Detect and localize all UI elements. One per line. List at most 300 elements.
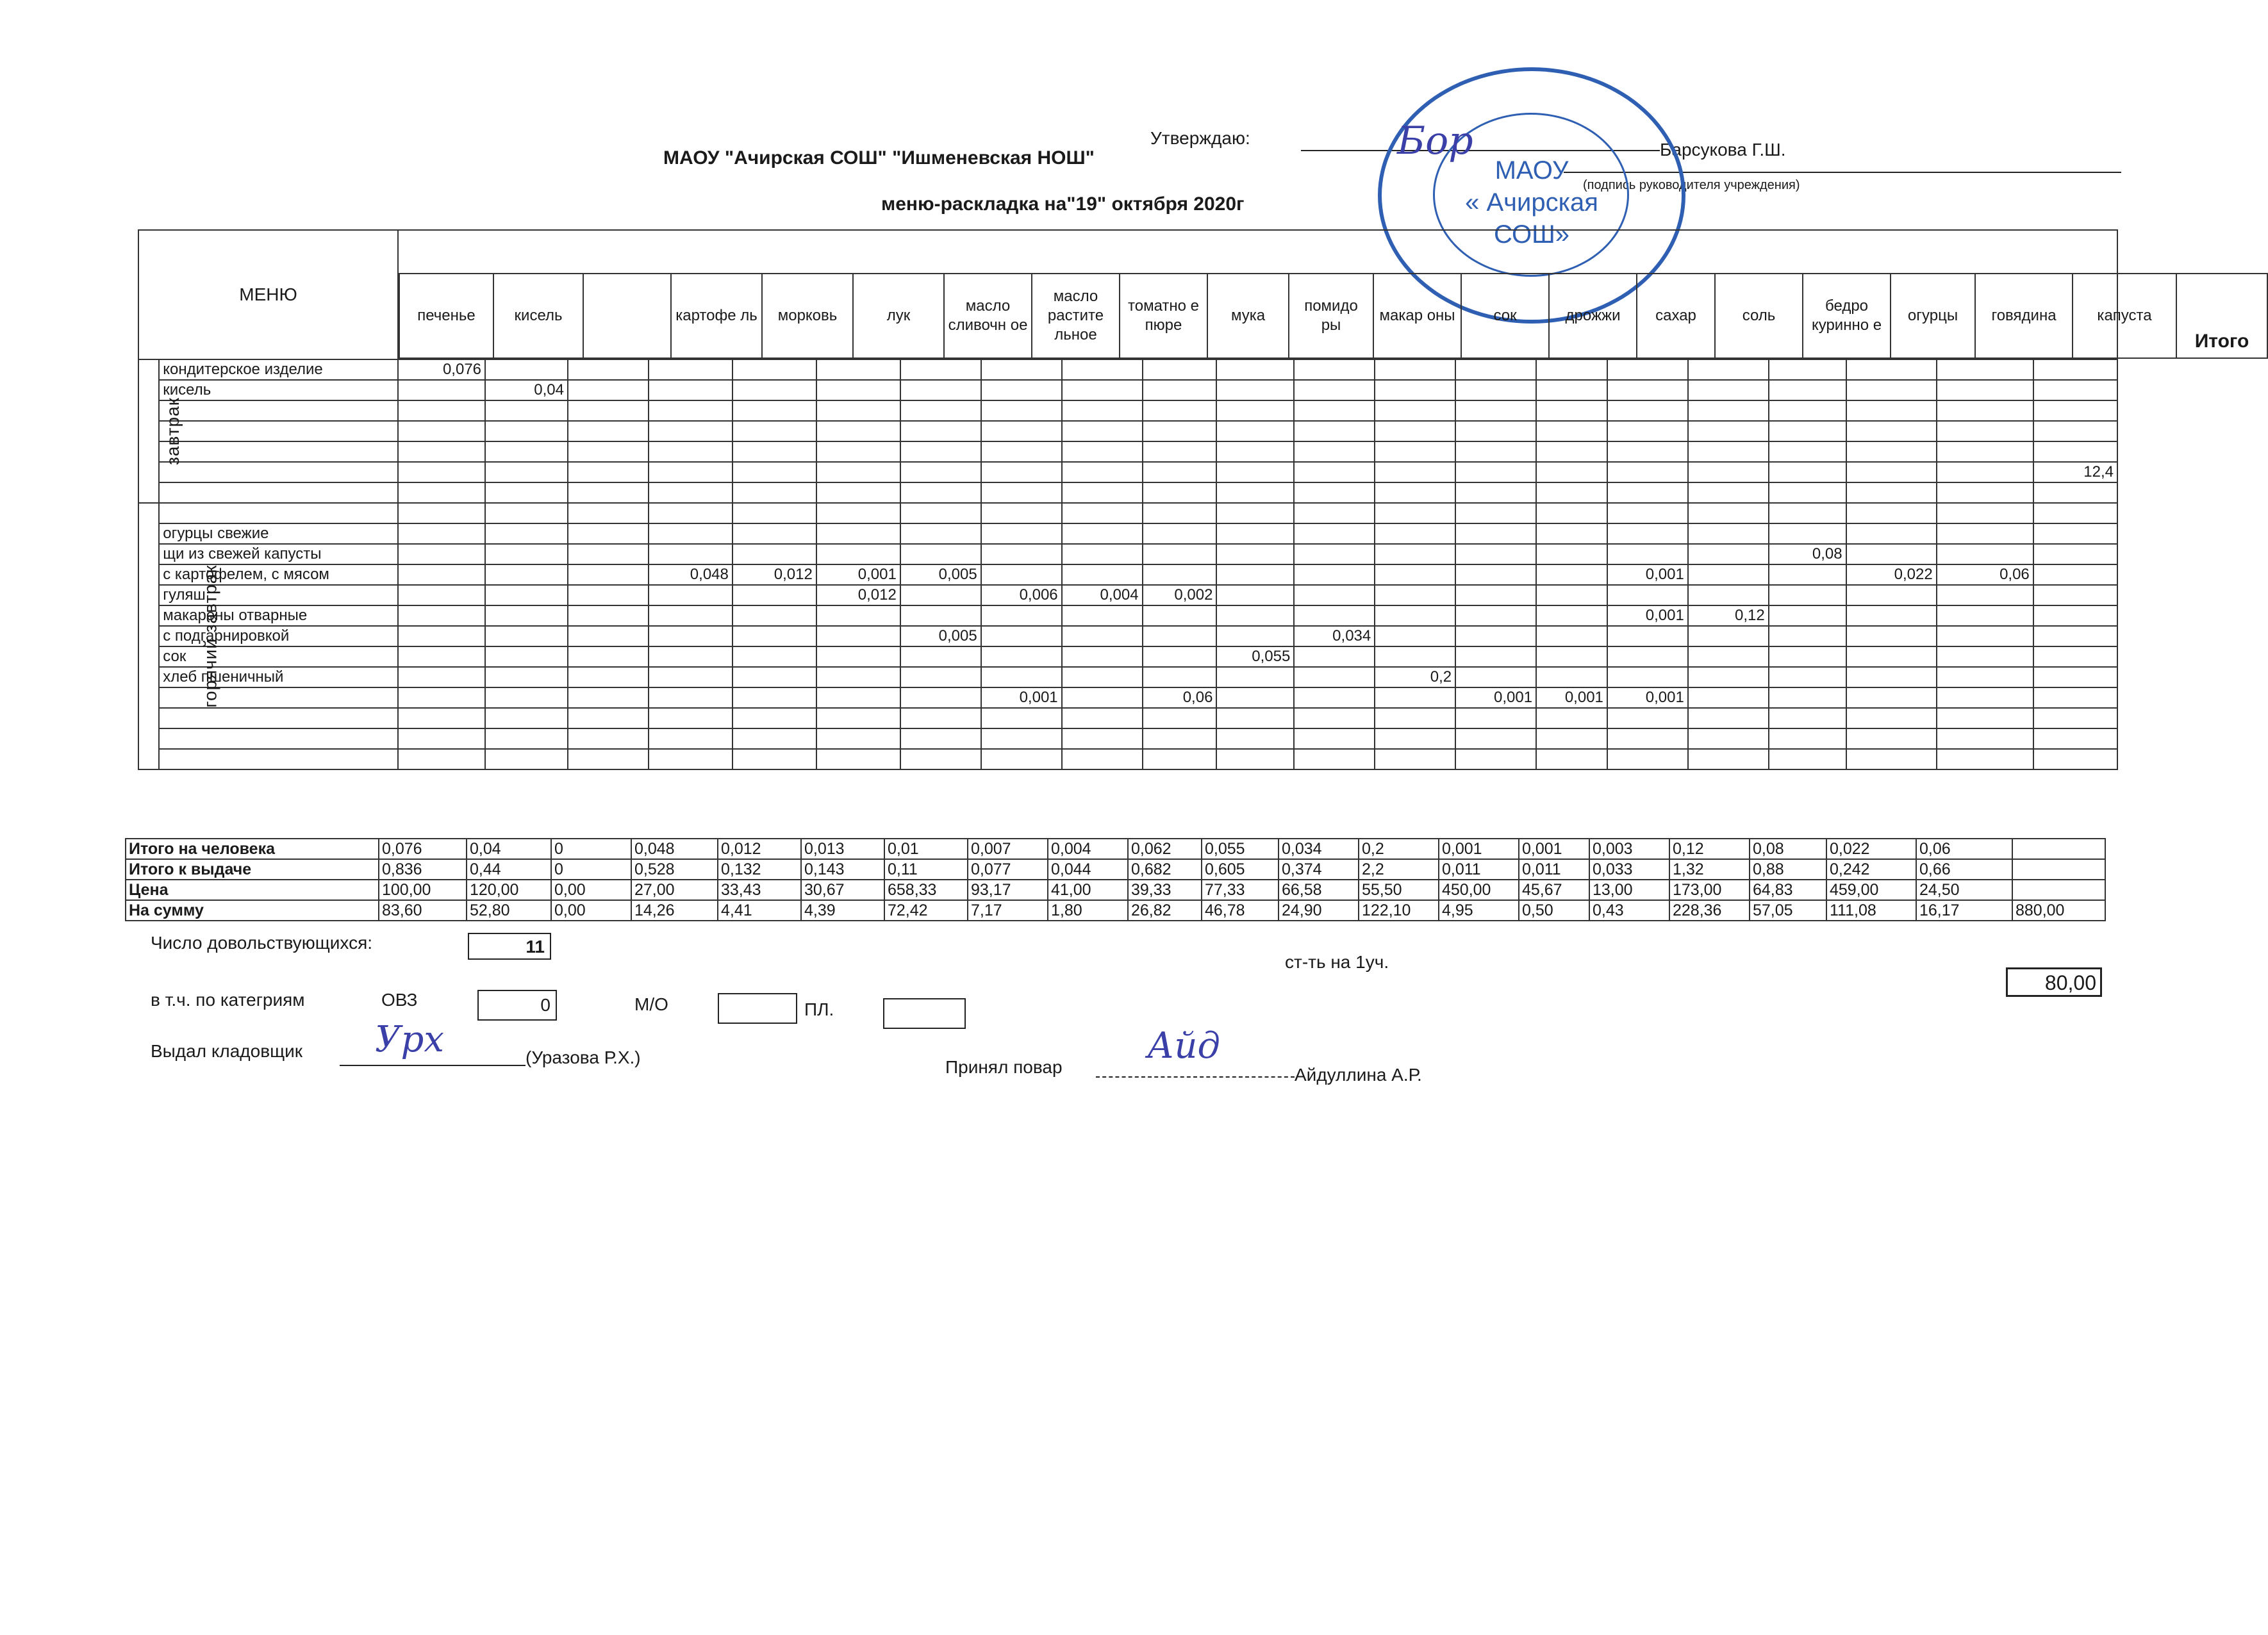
cell-value <box>1375 585 1455 605</box>
issued-name: (Уразова Р.Х.) <box>526 1048 641 1067</box>
cell-value <box>568 400 649 421</box>
cell-value <box>1536 626 1607 646</box>
totals-value: 1,32 <box>1669 859 1750 880</box>
cell-value <box>1688 667 1769 687</box>
totals-value: 0,88 <box>1750 859 1826 880</box>
cell-value <box>1769 687 1846 708</box>
cell-value <box>1455 544 1536 564</box>
totals-value: 0,077 <box>968 859 1048 880</box>
cell-value <box>816 544 900 564</box>
cell-value <box>1688 728 1769 749</box>
cell-value <box>981 728 1062 749</box>
cell-value <box>816 503 900 523</box>
cell-value <box>1375 482 1455 503</box>
cell-value <box>1455 585 1536 605</box>
cell-value <box>1536 503 1607 523</box>
totals-value: 0,528 <box>631 859 718 880</box>
cell-value: 0,2 <box>1375 667 1455 687</box>
cell-value: 0,004 <box>1062 585 1143 605</box>
cell-value <box>1455 441 1536 462</box>
cell-value <box>1688 421 1769 441</box>
cell-value <box>816 441 900 462</box>
cell-value <box>485 359 568 380</box>
cell-value <box>398 462 485 482</box>
totals-value: 33,43 <box>718 880 801 900</box>
cell-value <box>733 380 816 400</box>
cell-value <box>1937 441 2033 462</box>
cell-value <box>1769 482 1846 503</box>
cell-value <box>1375 544 1455 564</box>
issued-signature-line <box>340 1065 526 1066</box>
cell-value <box>1688 482 1769 503</box>
totals-value: 0,43 <box>1589 900 1669 921</box>
dish-name: огурцы свежие <box>159 523 398 544</box>
cell-value <box>568 482 649 503</box>
cell-value <box>1937 646 2033 667</box>
dish-name <box>159 503 398 523</box>
cell-value <box>1294 544 1375 564</box>
dish-name <box>159 749 398 769</box>
cell-value <box>1937 667 2033 687</box>
cell-value: 0,022 <box>1846 564 1937 585</box>
cell-value <box>1216 441 1294 462</box>
cell-value <box>1143 359 1217 380</box>
cell-value <box>1536 708 1607 728</box>
cost-value: 80,00 <box>2006 967 2102 997</box>
cell-value <box>1143 544 1217 564</box>
cell-value <box>1216 523 1294 544</box>
cell-value <box>1536 359 1607 380</box>
cell-value <box>1375 564 1455 585</box>
cell-value <box>1216 749 1294 769</box>
cell-value <box>1062 380 1143 400</box>
column-header: соль <box>1715 274 1803 358</box>
cell-value <box>1375 646 1455 667</box>
cell-value <box>568 646 649 667</box>
cell-value <box>1536 441 1607 462</box>
cell-value: 0,04 <box>485 380 568 400</box>
cell-value <box>1455 728 1536 749</box>
cell-value: 0,012 <box>816 585 900 605</box>
dish-name: макароны отварные <box>159 605 398 626</box>
cell-value <box>1937 421 2033 441</box>
cell-value: 0,012 <box>733 564 816 585</box>
row-total <box>2033 544 2117 564</box>
cell-value <box>568 585 649 605</box>
cell-value <box>485 441 568 462</box>
totals-value: 0,062 <box>1128 839 1202 859</box>
cell-value <box>816 605 900 626</box>
cell-value <box>900 667 981 687</box>
row-total <box>2033 421 2117 441</box>
stamp-line-1: МАОУ <box>1494 156 1569 185</box>
cell-value <box>733 626 816 646</box>
cell-value <box>649 708 733 728</box>
totals-value: 52,80 <box>467 900 551 921</box>
cell-value <box>1143 482 1217 503</box>
cell-value: 0,12 <box>1688 605 1769 626</box>
cell-value <box>1688 687 1769 708</box>
cell-value <box>1769 708 1846 728</box>
totals-value: 0,033 <box>1589 859 1669 880</box>
cell-value: 0,08 <box>1769 544 1846 564</box>
table-row <box>138 667 2117 687</box>
totals-value: 0,004 <box>1048 839 1128 859</box>
cell-value <box>1143 667 1217 687</box>
cell-value <box>1937 544 2033 564</box>
totals-value: 0,055 <box>1202 839 1279 859</box>
pl-value[interactable] <box>883 998 966 1029</box>
cell-value <box>1294 646 1375 667</box>
cell-value <box>485 564 568 585</box>
cell-value <box>1143 728 1217 749</box>
cell-value <box>485 626 568 646</box>
cell-value <box>1375 626 1455 646</box>
cell-value <box>1769 400 1846 421</box>
totals-label: Итого к выдаче <box>126 859 379 880</box>
cell-value <box>1846 626 1937 646</box>
column-header: лук <box>853 274 944 358</box>
row-total <box>2033 728 2117 749</box>
dish-name: сок <box>159 646 398 667</box>
section-hot-breakfast-label: горячий завтрак <box>200 564 220 708</box>
cell-value <box>1375 400 1455 421</box>
cell-value <box>1294 421 1375 441</box>
table-row <box>138 523 2117 544</box>
cell-value <box>1846 503 1937 523</box>
cell-value <box>1846 523 1937 544</box>
cell-value <box>816 646 900 667</box>
totals-value: 0,242 <box>1826 859 1916 880</box>
cell-value <box>1294 585 1375 605</box>
cell-value <box>1455 749 1536 769</box>
cell-value <box>1455 626 1536 646</box>
cell-value <box>1536 605 1607 626</box>
cell-value <box>1062 421 1143 441</box>
cell-value <box>1536 544 1607 564</box>
totals-label: На сумму <box>126 900 379 921</box>
totals-value: 120,00 <box>467 880 551 900</box>
cell-value <box>900 380 981 400</box>
column-header: мука <box>1207 274 1289 358</box>
cell-value <box>1216 380 1294 400</box>
cell-value <box>485 482 568 503</box>
cell-value <box>900 687 981 708</box>
totals-value: 30,67 <box>801 880 884 900</box>
cell-value <box>485 523 568 544</box>
totals-value: 0,836 <box>379 859 467 880</box>
menu-table <box>138 229 2249 770</box>
cell-value <box>1769 503 1846 523</box>
cell-value <box>485 544 568 564</box>
cell-value <box>1455 503 1536 523</box>
dish-name <box>159 441 398 462</box>
issued-signature: Урх <box>375 1019 444 1060</box>
cell-value <box>1375 441 1455 462</box>
cell-value <box>1937 708 2033 728</box>
cell-value <box>1375 728 1455 749</box>
table-row <box>138 462 2117 482</box>
received-signature-line <box>1096 1076 1295 1078</box>
totals-sum: 880,00 <box>2012 900 2105 921</box>
cell-value <box>1294 359 1375 380</box>
cell-value <box>1846 400 1937 421</box>
totals-value: 0,50 <box>1519 900 1589 921</box>
cell-value <box>1216 708 1294 728</box>
cell-value <box>1375 421 1455 441</box>
cell-value <box>398 667 485 687</box>
cell-value <box>1143 441 1217 462</box>
cell-value <box>816 626 900 646</box>
cell-value <box>1455 359 1536 380</box>
cell-value <box>1143 708 1217 728</box>
totals-value: 0 <box>551 839 631 859</box>
cell-value <box>1688 564 1769 585</box>
mo-value[interactable] <box>718 993 797 1024</box>
dish-name: с картофелем, с мясом <box>159 564 398 585</box>
totals-value: 41,00 <box>1048 880 1128 900</box>
cell-value <box>733 708 816 728</box>
cell-value <box>733 482 816 503</box>
table-row <box>138 359 2117 380</box>
received-signature: Айд <box>1147 1025 1220 1067</box>
totals-sum <box>2012 839 2105 859</box>
cell-value <box>1688 462 1769 482</box>
cell-value <box>816 523 900 544</box>
cell-value <box>981 503 1062 523</box>
table-row <box>138 626 2117 646</box>
cell-value <box>1143 605 1217 626</box>
cell-value <box>568 708 649 728</box>
cell-value <box>398 482 485 503</box>
cell-value <box>398 421 485 441</box>
cell-value <box>1375 380 1455 400</box>
cell-value <box>1607 359 1688 380</box>
cell-value <box>1769 728 1846 749</box>
cell-value <box>1294 380 1375 400</box>
cell-value <box>733 503 816 523</box>
totals-value: 66,58 <box>1279 880 1359 900</box>
cell-value <box>1143 421 1217 441</box>
cell-value: 0,055 <box>1216 646 1294 667</box>
cell-value <box>1937 462 2033 482</box>
totals-value: 64,83 <box>1750 880 1826 900</box>
cell-value <box>816 482 900 503</box>
cell-value <box>1937 728 2033 749</box>
cell-value <box>816 380 900 400</box>
cell-value <box>981 523 1062 544</box>
cell-value <box>1769 626 1846 646</box>
totals-value: 39,33 <box>1128 880 1202 900</box>
cell-value <box>398 400 485 421</box>
totals-value: 45,67 <box>1519 880 1589 900</box>
cell-value: 0,001 <box>1607 687 1688 708</box>
totals-value: 0,007 <box>968 839 1048 859</box>
cell-value <box>485 462 568 482</box>
cell-value <box>1143 749 1217 769</box>
cell-value <box>1846 482 1937 503</box>
totals-value: 0,66 <box>1916 859 2012 880</box>
cell-value <box>1216 605 1294 626</box>
table-row <box>138 585 2117 605</box>
cell-value <box>1062 503 1143 523</box>
totals-label: Итого на человека <box>126 839 379 859</box>
table-row <box>138 687 2117 708</box>
cell-value <box>649 544 733 564</box>
cell-value <box>398 605 485 626</box>
cell-value <box>1937 626 2033 646</box>
cell-value <box>900 441 981 462</box>
cell-value <box>1607 441 1688 462</box>
cell-value <box>981 646 1062 667</box>
menu-title: меню-раскладка на"19" октября 2020г <box>881 193 1245 215</box>
cell-value <box>1536 462 1607 482</box>
totals-value: 2,2 <box>1359 859 1439 880</box>
column-header: масло сливочн ое <box>944 274 1032 358</box>
cell-value <box>1375 708 1455 728</box>
column-header: сок <box>1461 274 1549 358</box>
totals-value: 93,17 <box>968 880 1048 900</box>
row-total <box>2033 523 2117 544</box>
row-total <box>2033 605 2117 626</box>
cell-value <box>1375 359 1455 380</box>
ovz-value[interactable]: 0 <box>477 990 557 1021</box>
column-header: сахар <box>1637 274 1715 358</box>
dish-name: с подгарнировкой <box>159 626 398 646</box>
cell-value <box>1607 482 1688 503</box>
cell-value <box>485 667 568 687</box>
cell-value <box>1143 523 1217 544</box>
totals-value: 0,001 <box>1519 839 1589 859</box>
table-row <box>138 441 2117 462</box>
school-title: МАОУ "Ачирская СОШ" "Ишменевская НОШ" <box>663 147 1095 168</box>
totals-row <box>126 859 2105 880</box>
cell-value <box>1143 564 1217 585</box>
totals-value: 100,00 <box>379 880 467 900</box>
cell-value <box>733 605 816 626</box>
cell-value <box>1062 400 1143 421</box>
cell-value <box>1294 523 1375 544</box>
cell-value <box>398 585 485 605</box>
cell-value <box>1607 523 1688 544</box>
cell-value <box>900 544 981 564</box>
cell-value <box>1375 687 1455 708</box>
cell-value <box>568 380 649 400</box>
cell-value <box>900 728 981 749</box>
totals-value: 0,08 <box>1750 839 1826 859</box>
totals-value: 14,26 <box>631 900 718 921</box>
cell-value: 0,001 <box>1536 687 1607 708</box>
issued-label: Выдал кладовщик <box>151 1041 303 1061</box>
mo-label: М/О <box>634 994 668 1014</box>
cell-value <box>1536 564 1607 585</box>
totals-table <box>125 838 2106 921</box>
totals-sum <box>2012 880 2105 900</box>
cell-value <box>568 544 649 564</box>
cell-value <box>1062 441 1143 462</box>
cell-value <box>649 646 733 667</box>
cell-value <box>1607 667 1688 687</box>
cell-value <box>1294 708 1375 728</box>
totals-row <box>126 880 2105 900</box>
stamp-line-3: СОШ» <box>1493 220 1570 249</box>
cell-value <box>1937 380 2033 400</box>
cell-value <box>1607 462 1688 482</box>
cell-value <box>1688 380 1769 400</box>
cell-value <box>398 544 485 564</box>
cell-value <box>981 359 1062 380</box>
cell-value <box>900 462 981 482</box>
column-header: печенье <box>399 274 493 358</box>
cell-value <box>1536 421 1607 441</box>
cell-value: 0,001 <box>981 687 1062 708</box>
totals-value: 0,06 <box>1916 839 2012 859</box>
cell-value <box>649 626 733 646</box>
cell-value <box>816 421 900 441</box>
director-signature: Бор <box>1397 119 1473 163</box>
totals-value: 57,05 <box>1750 900 1826 921</box>
cell-value <box>1062 359 1143 380</box>
cell-value <box>1143 400 1217 421</box>
cell-value <box>733 523 816 544</box>
cell-value <box>485 728 568 749</box>
cell-value <box>1937 482 2033 503</box>
pl-label: ПЛ. <box>804 999 834 1019</box>
cell-value <box>398 646 485 667</box>
totals-value: 0,01 <box>884 839 968 859</box>
cell-value <box>1216 482 1294 503</box>
totals-value: 122,10 <box>1359 900 1439 921</box>
cell-value <box>1769 605 1846 626</box>
cell-value <box>398 523 485 544</box>
cell-value <box>981 667 1062 687</box>
cell-value <box>900 585 981 605</box>
cell-value <box>981 605 1062 626</box>
cell-value: 0,048 <box>649 564 733 585</box>
totals-value: 0,013 <box>801 839 884 859</box>
cell-value <box>1216 667 1294 687</box>
totals-value: 0,034 <box>1279 839 1359 859</box>
cell-value <box>649 503 733 523</box>
cell-value: 0,06 <box>1937 564 2033 585</box>
row-total <box>2033 359 2117 380</box>
cell-value <box>649 482 733 503</box>
totals-value: 658,33 <box>884 880 968 900</box>
table-row <box>138 749 2117 769</box>
cell-value <box>733 544 816 564</box>
table-row <box>138 708 2117 728</box>
column-header: морковь <box>762 274 853 358</box>
totals-value: 1,80 <box>1048 900 1128 921</box>
column-header: томатно е пюре <box>1120 274 1207 358</box>
cell-value: 0,076 <box>398 359 485 380</box>
cell-value <box>981 462 1062 482</box>
row-total <box>2033 585 2117 605</box>
category-label: в т.ч. по категриям <box>151 990 305 1010</box>
totals-value: 0,011 <box>1439 859 1519 880</box>
table-row <box>138 646 2117 667</box>
cell-value <box>733 462 816 482</box>
table-row <box>138 503 2117 523</box>
cell-value <box>1769 585 1846 605</box>
totals-value: 0,682 <box>1128 859 1202 880</box>
count-label: Число довольствующихся: <box>151 933 373 953</box>
totals-value: 13,00 <box>1589 880 1669 900</box>
cell-value <box>398 441 485 462</box>
cell-value <box>1294 503 1375 523</box>
cell-value <box>816 359 900 380</box>
cell-value <box>1216 626 1294 646</box>
